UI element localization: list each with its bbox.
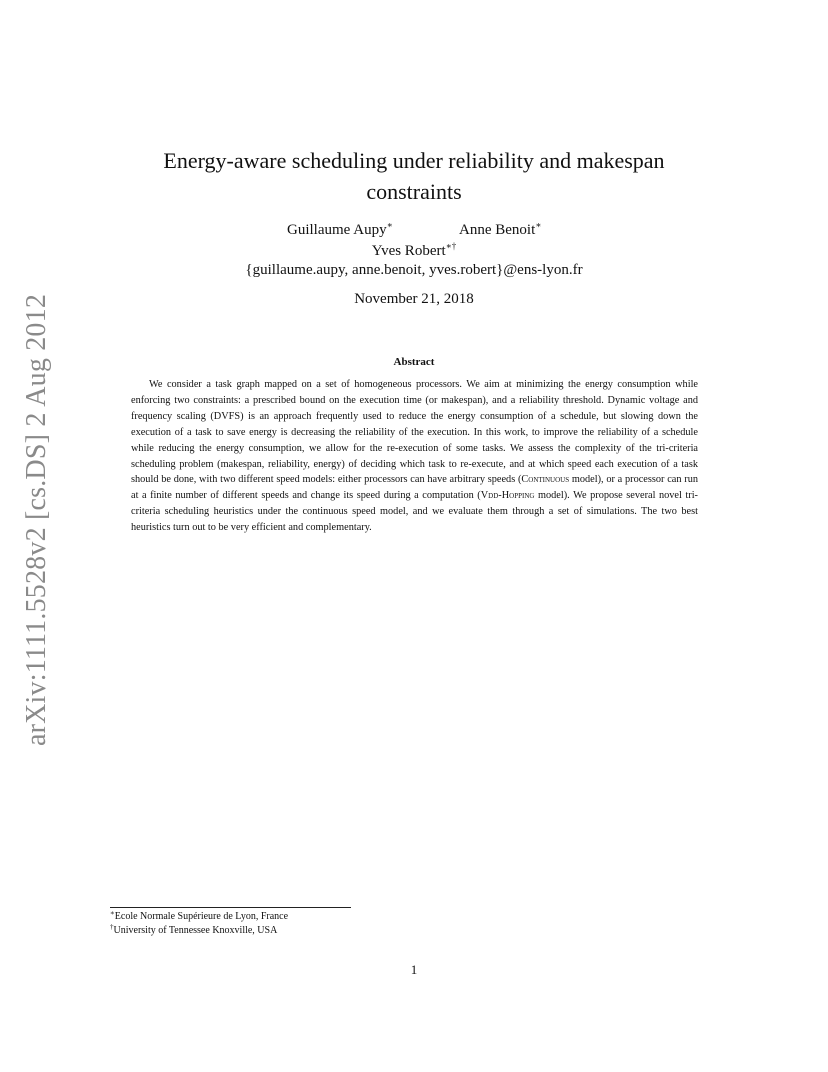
author-1-name: Guillaume Aupy	[287, 222, 387, 238]
footnote-1-text: Ecole Normale Supérieure de Lyon, France	[114, 911, 289, 922]
footnote-2	[110, 924, 277, 937]
paper-date: November 21, 2018	[354, 291, 474, 307]
abstract-heading: Abstract	[393, 356, 435, 368]
author-2-name: Anne Benoit	[459, 222, 536, 238]
author-3	[0, 241, 828, 261]
footnote-2-mark: †	[110, 923, 114, 931]
title-line-1: Energy-aware scheduling under reliability and makespan	[163, 148, 665, 173]
vdd-hopping-model-name: Vdd-Hopping	[480, 490, 535, 502]
page-number: 1	[410, 962, 418, 977]
abstract-text-2: model), or a processor can run at a finite number of different speeds and change its speed during a computation (	[131, 474, 698, 502]
paper-title	[0, 145, 828, 207]
author-3-mark: ∗†	[445, 241, 457, 251]
author-2	[459, 222, 541, 239]
author-3-name: Yves Robert	[371, 243, 446, 259]
footnote-1	[110, 910, 288, 923]
footnote-1-mark: ∗	[110, 909, 115, 917]
footnote-2-text: University of Tennessee Knoxville, USA	[113, 925, 278, 936]
author-1-mark: ∗	[386, 220, 393, 230]
authors-row	[0, 222, 828, 242]
continuous-model-name: Continuous	[521, 474, 570, 486]
abstract-text-3: model). We propose several novel tri-criteria scheduling heuristics under the continuous speed model, and we evaluate them through a set of simulations. The two best heuristics turn out to be very efficient and complementary.	[131, 490, 698, 534]
abstract-text-1: We consider a task graph mapped on a set of homogeneous processors. We aim at minimizing the energy consumption while enforcing two constraints: a prescribed bound on the execution time (or makespan), and a reliability threshold. Dynamic voltage and frequency scaling (DVFS) is an approach frequently used to reduce the energy consumption of a schedule, but slowing down the execution of a task to save energy is decreasing the reliability of the execution. In this work, to improve the reliability of a schedule while reducing the energy consumption, we allow for the re-execution of some tasks. We assess the complexity of the tri-criteria scheduling problem (makespan, reliability, energy) of deciding which task to re-execute, and at which speed each execution of a task should be done, with two different speed models: either processors can have arbitrary speeds (	[131, 379, 698, 486]
title-line-2: constraints	[366, 179, 462, 204]
author-1	[287, 222, 393, 239]
footnote-divider	[110, 907, 351, 908]
arxiv-identifier-stamp: arXiv:1111.5528v2 [cs.DS] 2 Aug 2012	[21, 293, 52, 747]
author-emails: {guillaume.aupy, anne.benoit, yves.robert}@ens-lyon.fr	[245, 262, 583, 278]
author-2-mark: ∗	[535, 220, 542, 230]
abstract-body	[131, 377, 698, 536]
